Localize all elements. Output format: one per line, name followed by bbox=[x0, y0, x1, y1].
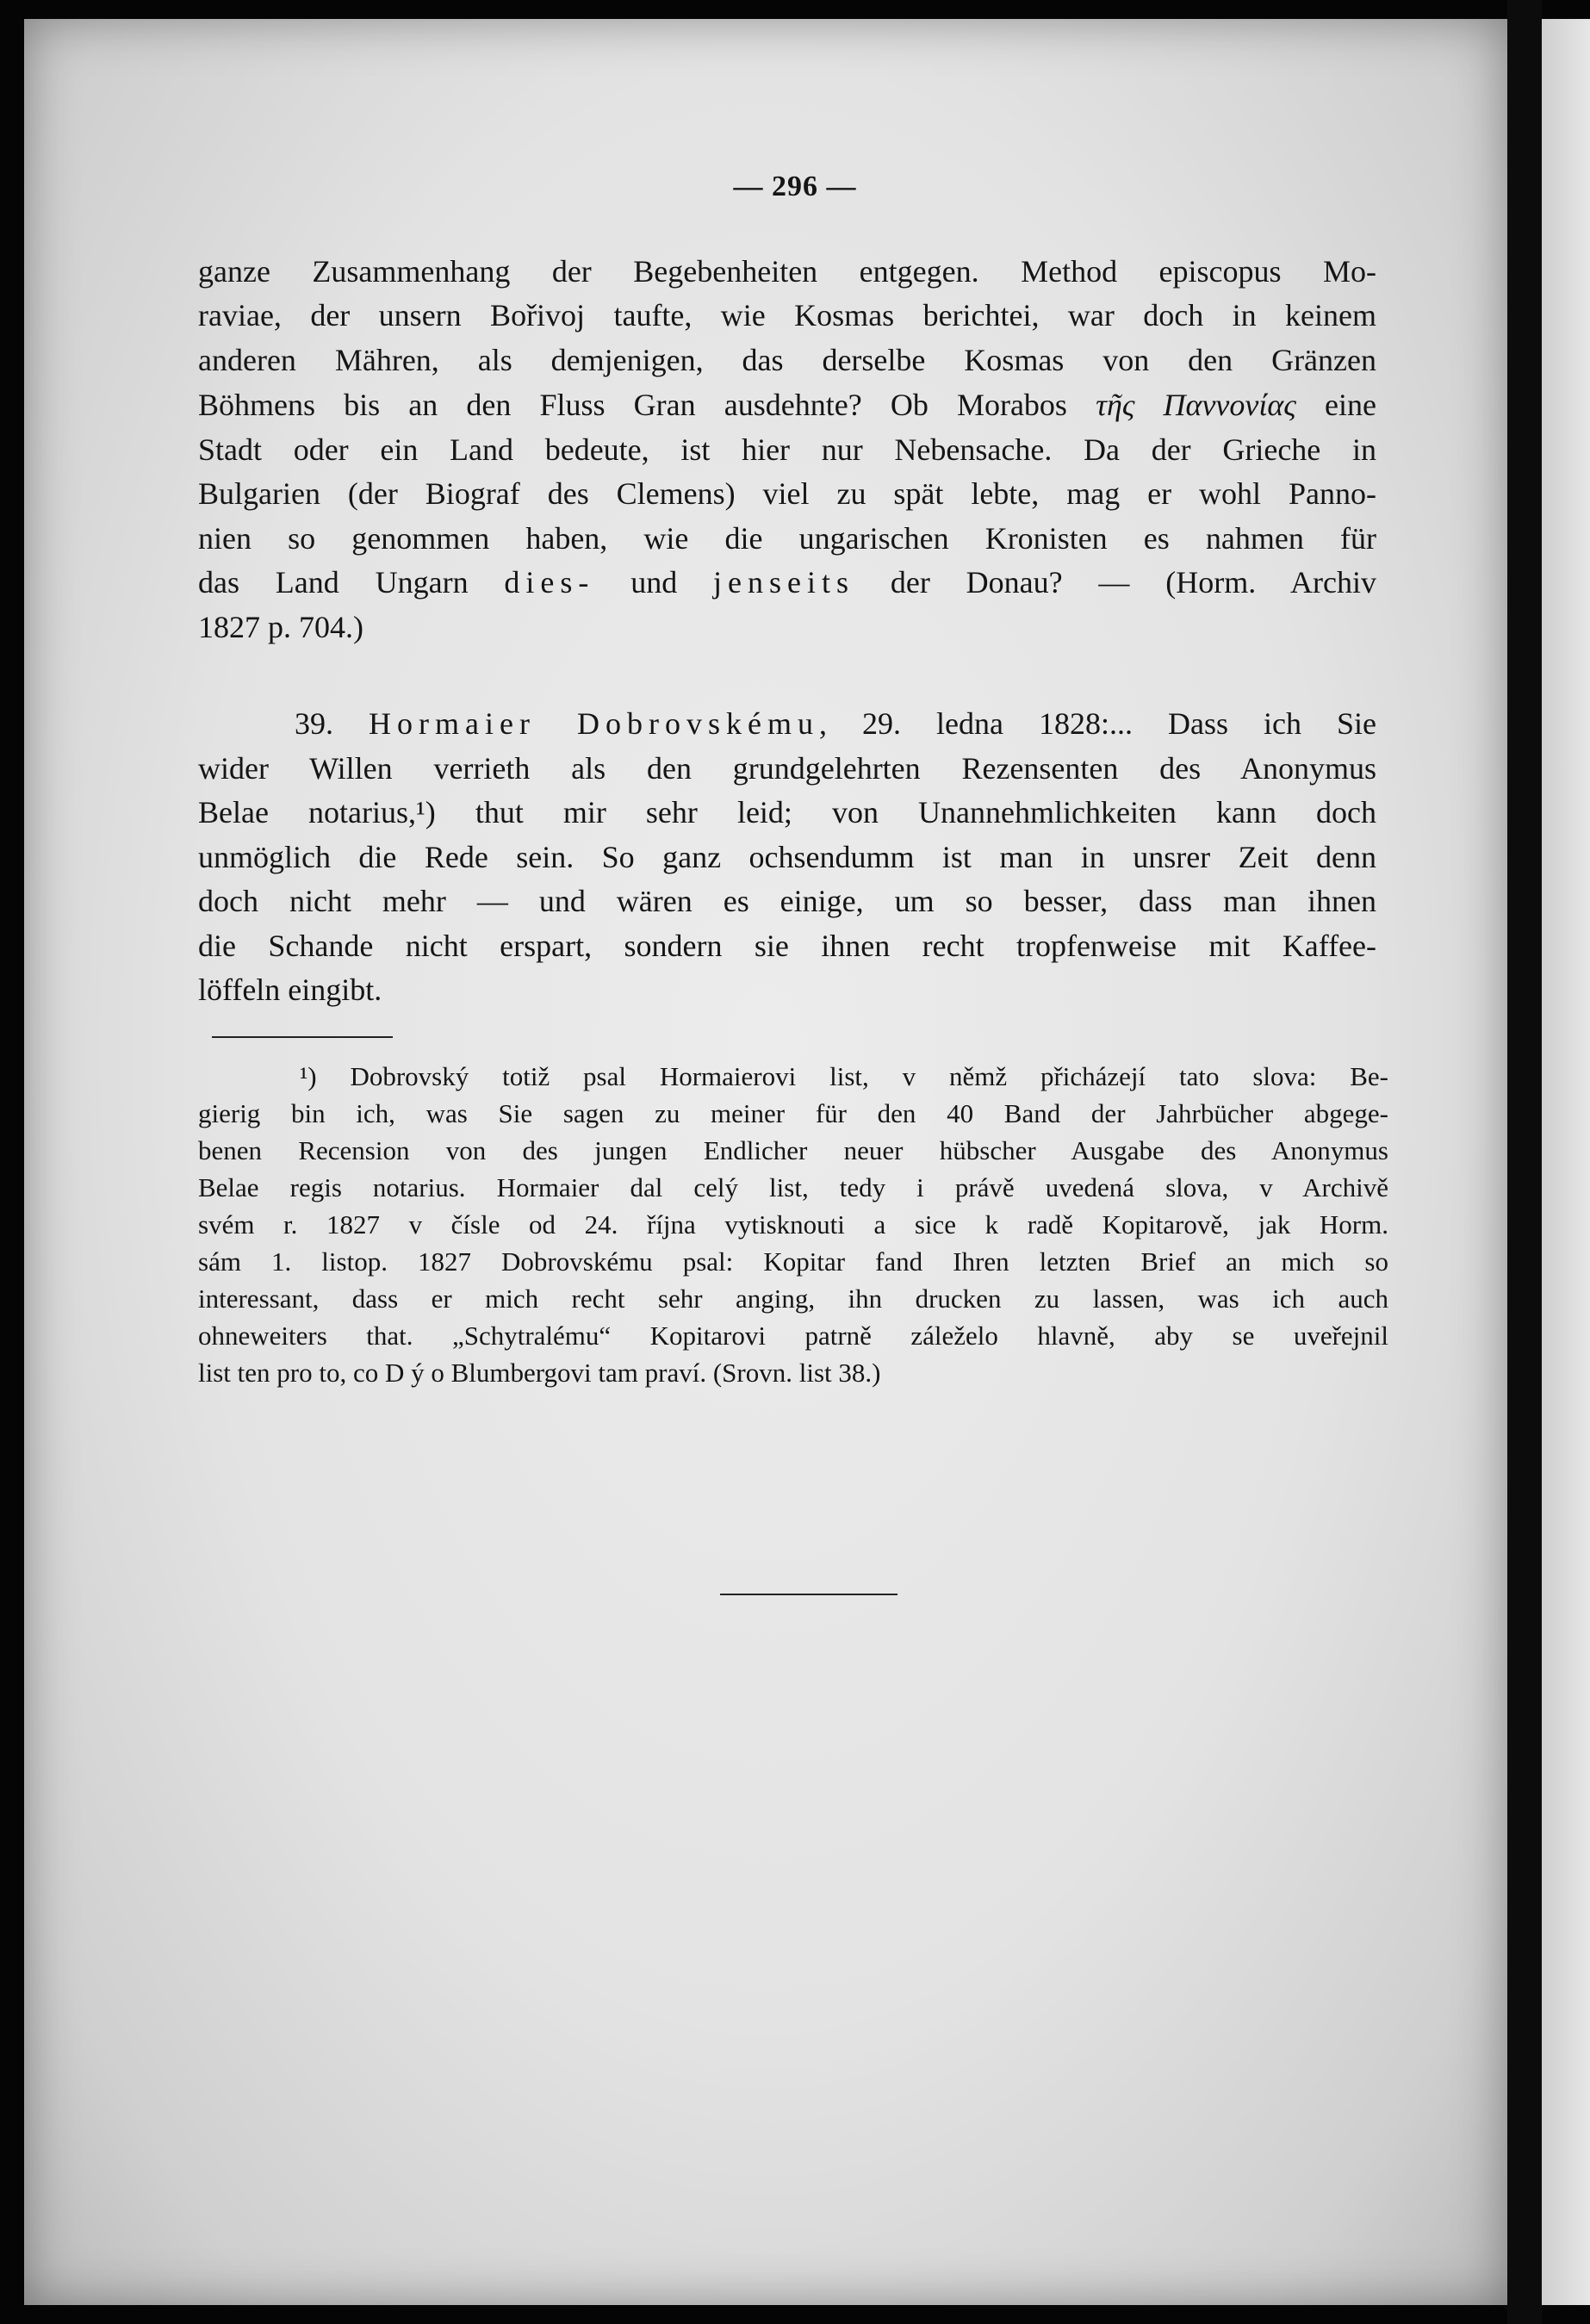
paragraph-1-line: raviae, der unsern Bořivoj taufte, wie Kosmas berichtei, war doch in keinem bbox=[198, 298, 1376, 332]
greek-phrase: τῆς Παννονίας bbox=[1096, 388, 1296, 422]
line-text: der Donau? — (Horm. Archiv bbox=[854, 565, 1377, 600]
footnote-separator bbox=[212, 1036, 393, 1038]
paragraph-1-line: Stadt oder ein Land bedeute, ist hier nur Nebensache. Da der Grieche in bbox=[198, 432, 1376, 467]
footnote-line: gierig bin ich, was Sie sagen zu meiner für den 40 Band der Jahrbücher abgege- bbox=[198, 1098, 1388, 1128]
line-text: und bbox=[594, 565, 714, 600]
footnote-line: svém r. 1827 v čísle od 24. října vytisknouti a sice k radě Kopitarově, jak Horm. bbox=[198, 1209, 1388, 1240]
footnote-line: benen Recension von des jungen Endlicher neuer hübscher Ausgabe des Anonymus bbox=[198, 1135, 1388, 1165]
end-rule bbox=[720, 1594, 897, 1595]
paragraph-1-line bbox=[198, 388, 1376, 422]
paragraph-1-line: Bulgarien (der Biograf des Clemens) viel zu spät lebte, mag er wohl Panno- bbox=[198, 476, 1376, 511]
paragraph-1-line: 1827 p. 704.) bbox=[198, 610, 363, 644]
footnote-line: ¹) Dobrovský totiž psal Hormaierovi list, v němž přicházejí tato slova: Be- bbox=[300, 1061, 1388, 1091]
book-gutter bbox=[1507, 0, 1542, 2324]
paragraph-2-line: doch nicht mehr — und wären es einige, um so besser, dass man ihnen bbox=[198, 884, 1376, 918]
line-text: , 29. ledna 1828:... Dass ich Sie bbox=[818, 706, 1376, 741]
paragraph-1-line: nien so genommen haben, wie die ungarischen Kronisten es nahmen für bbox=[198, 521, 1376, 556]
letter-heading-line bbox=[295, 706, 1376, 741]
adjacent-page-edge bbox=[1542, 19, 1590, 2305]
paragraph-2-line: wider Willen verrieth als den grundgelehrten Rezensenten des Anonymus bbox=[198, 751, 1376, 786]
footnote-line: sám 1. listop. 1827 Dobrovskému psal: Kopitar fand Ihren letzten Brief an mich so bbox=[198, 1246, 1388, 1277]
letter-number: 39. bbox=[295, 706, 370, 741]
paragraph-2-line: die Schande nicht erspart, sondern sie ihnen recht tropfenweise mit Kaffee- bbox=[198, 929, 1376, 963]
paragraph-2-line: unmöglich die Rede sein. So ganz ochsendumm ist man in unsrer Zeit denn bbox=[198, 840, 1376, 874]
footnote-line: interessant, dass er mich recht sehr anging, ihn drucken zu lassen, was ich auch bbox=[198, 1283, 1388, 1314]
paragraph-2-line: Belae notarius,¹) thut mir sehr leid; von Unannehmlichkeiten kann doch bbox=[198, 795, 1376, 830]
paragraph-1-line bbox=[198, 565, 1376, 600]
footnote-line: list ten pro to, co D ý o Blumbergovi tam praví. (Srovn. list 38.) bbox=[198, 1358, 881, 1388]
line-text: das Land Ungarn bbox=[198, 565, 505, 600]
line-text: Böhmens bis an den Fluss Gran ausdehnte? Ob Morabos bbox=[198, 388, 1096, 422]
spaced-emphasis: dies- bbox=[504, 565, 595, 600]
footnote-line: Belae regis notarius. Hormaier dal celý list, tedy i právě uvedená slova, v Archivě bbox=[198, 1172, 1388, 1202]
paragraph-1-line: anderen Mähren, als demjenigen, das derselbe Kosmas von den Gränzen bbox=[198, 343, 1376, 377]
paragraph-1-line: ganze Zusammenhang der Begebenheiten entgegen. Method episcopus Mo- bbox=[198, 254, 1376, 289]
line-text: eine bbox=[1295, 388, 1376, 422]
page-number: — 296 — bbox=[733, 171, 857, 202]
footnote-line: ohneweiters that. „Schytralému“ Kopitarovi patrně záleželo hlavně, aby se uveřejnil bbox=[198, 1320, 1388, 1351]
spaced-emphasis: Hormaier Dobrovskému bbox=[369, 706, 819, 741]
paragraph-2-line: löffeln eingibt. bbox=[198, 972, 382, 1007]
spaced-emphasis: jenseits bbox=[713, 565, 855, 600]
